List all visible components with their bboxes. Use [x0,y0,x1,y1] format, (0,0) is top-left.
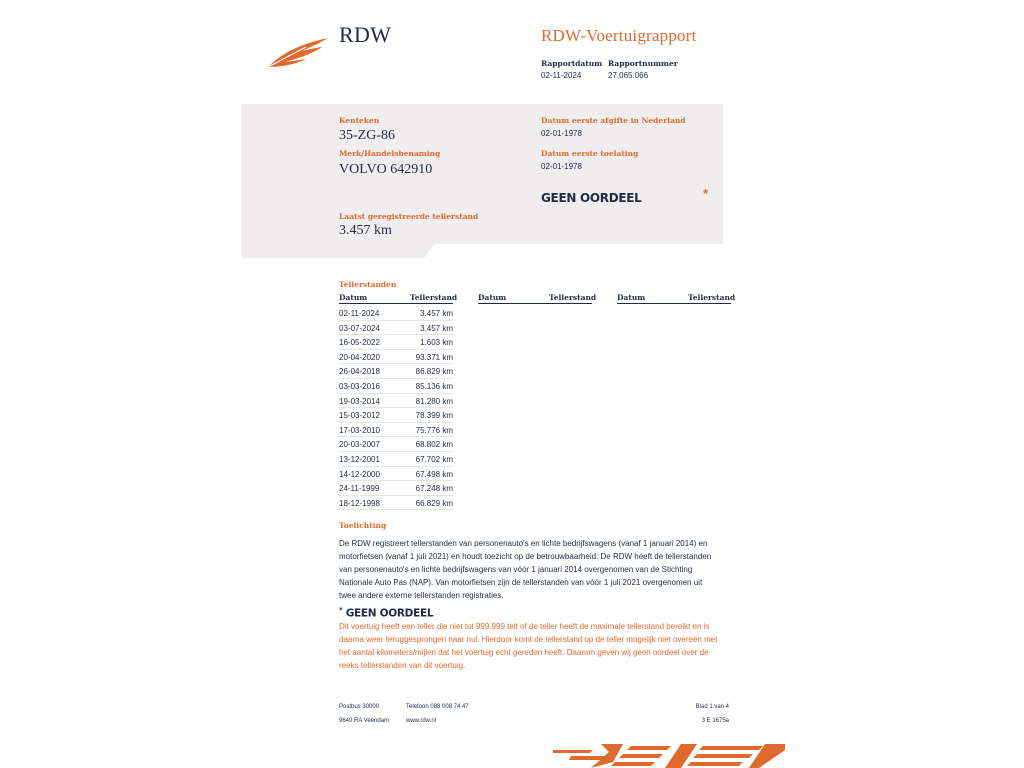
verdict-note-line: daarna weer teruggesprongen naar nul. Hierdoor komt de tellerstand op de teller mogelijk niet overeen met [339,634,718,644]
verdict-note-line: het aantal kilometers/mijlen dat het voertuig echt gereden heeft. Daarom geven wij geen oordeel over de [339,647,709,657]
explanation-line: De RDW registreert tellerstanden van personenauto's en lichte bedrijfswagens (vanaf 1 januari 2014) en [339,539,708,548]
odometer-row [339,481,453,496]
report-number-label: Rapportnummer [608,59,678,68]
verdict-label: GEEN OORDEEL [541,191,642,205]
odometer-date: 17-03-2010 [339,425,380,435]
footer-page: Blad 1 van 4 [695,704,729,710]
odometer-row [339,423,453,438]
report-number: 27.065.066 [608,71,649,80]
column-rule-1 [339,303,453,304]
verdict-note-line: reeks tellerstanden van dit voertuig. [339,660,466,670]
explanation-title: Toelichting [339,521,387,530]
odometer-row [339,321,453,336]
verdict-star: * [703,186,709,201]
odometer-date: 13-12-2001 [339,455,380,464]
odometer-reading: 3.457 km [420,323,453,333]
odometer-reading: 67.498 km [415,469,453,479]
col-date-header-2: Datum [478,293,507,302]
first-admission-label: Datum eerste toelating [541,149,639,158]
odometer-reading: 93.371 km [415,352,453,362]
odometer-reading: 75.776 km [415,425,453,435]
verdict-note-star: * [339,606,343,614]
odometer-date: 19-03-2014 [339,396,380,406]
odometer-reading: 81.280 km [415,396,453,406]
odometer-row [339,350,453,365]
last-odometer-label: Laatst geregistreerde tellerstand [339,212,479,221]
odometer-reading: 68.802 km [415,440,453,450]
odometer-date: 03-03-2016 [339,382,380,391]
report-date-label: Rapportdatum [541,59,603,68]
verdict-note-line: Dit voertuig heeft een teller die niet tot 999.999 telt of de teller heeft de maximale tellerstand bereikt en is [339,622,710,631]
odometer-row [339,496,453,511]
odometer-row [339,394,453,409]
first-nl-value: 02-01-1978 [541,129,582,138]
odometer-reading: 3.457 km [420,309,453,318]
odometer-date: 26-04-2018 [339,367,380,377]
verdict-note-title-text: GEEN OORDEEL [345,607,434,620]
odometer-row [339,335,453,350]
odometer-reading: 1.603 km [420,338,453,348]
col-reading-header-1: Tellerstand [410,293,458,302]
odometer-date: 20-04-2020 [339,352,380,362]
odometer-date: 20-03-2007 [339,440,380,450]
explanation-line: twee andere externe tellerstanden registraties. [339,590,504,600]
first-admission-value: 02-01-1978 [541,162,582,171]
footer-code: 3 E 1675a [701,718,729,724]
column-rule-3 [617,303,731,304]
odometer-row [339,467,453,482]
odometer-row [339,408,453,423]
rdw-logo-icon [266,35,330,69]
odometer-reading: 67.248 km [415,484,453,494]
odometer-reading: 86.829 km [415,367,453,377]
odometer-reading: 85.136 km [415,382,453,391]
odometer-date: 24-11-1999 [339,484,380,494]
footer-phone: Telefoon 088 008 74 47 [406,704,469,710]
odometer-reading: 78.399 km [415,411,453,421]
last-odometer-value: 3.457 km [339,223,392,238]
odometer-date: 18-12-1998 [339,498,380,508]
col-date-header-3: Datum [617,293,646,302]
odometer-date: 15-03-2012 [339,411,380,421]
col-reading-header-2: Tellerstand [549,293,597,302]
col-date-header-1: Datum [339,293,368,302]
explanation-line: motorfietsen (vanaf 1 juli 2021) en houdt toezicht op de betrouwbaarheid. De RDW heeft de tellerstanden [339,551,712,561]
report-title: RDW-Voertuigrapport [541,26,697,45]
explanation-line: van personenauto's en lichte bedrijfswagens van vóór 1 januari 2014 overgenomen van de Stichting [339,564,693,574]
odometer-date: 16-05-2022 [339,338,380,348]
footer-stripes-icon [553,742,785,768]
make-label: Merk/Handelsbenaming [339,149,441,158]
odometer-section-title: Tellerstanden [339,280,397,289]
explanation-line: Nationale Auto Pas (NAP). Van motorfietsen zijn de tellerstanden van vóór 1 juli 2021 overgenomen uit [339,577,703,587]
odometer-row [339,452,453,467]
odometer-row [339,364,453,379]
plate-value: 35-ZG-86 [339,128,395,143]
odometer-row [339,306,453,321]
brand-name: RDW [339,22,392,47]
odometer-date: 02-11-2024 [339,309,380,318]
first-nl-label: Datum eerste afgifte in Nederland [541,116,686,125]
verdict-note-text [339,621,731,673]
plate-label: Kenteken [339,116,380,125]
odometer-reading: 66.829 km [415,498,453,508]
footer-postbus: Postbus 30000 [339,704,380,710]
odometer-date: 14-12-2000 [339,469,380,479]
footer-website[interactable]: www.rdw.nl [406,718,437,724]
col-reading-header-3: Tellerstand [688,293,736,302]
odometer-date: 03-07-2024 [339,323,380,333]
make-value: VOLVO 642910 [339,162,433,177]
report-date: 02-11-2024 [541,71,582,80]
odometer-row [339,437,453,452]
footer-address: 9640 RA Veendam [339,718,390,724]
column-rule-2 [478,303,592,304]
vehicle-summary-panel [241,104,723,258]
verdict-note-title [339,606,433,620]
explanation-text [339,538,731,603]
odometer-reading: 67.702 km [415,455,453,464]
odometer-row [339,379,453,394]
